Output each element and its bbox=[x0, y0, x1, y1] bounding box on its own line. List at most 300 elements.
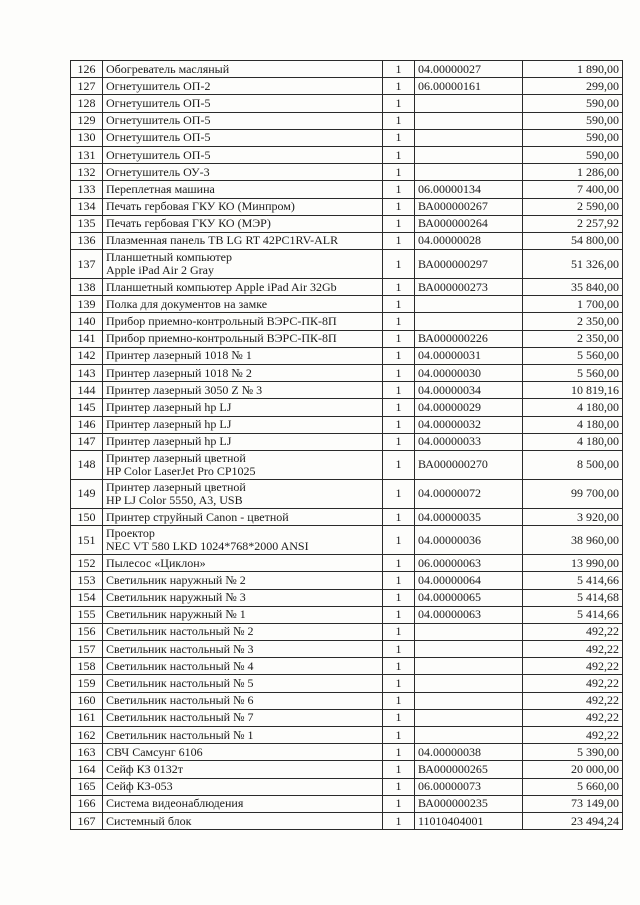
item-price: 4 180,00 bbox=[523, 433, 623, 450]
item-price: 299,00 bbox=[523, 78, 623, 95]
item-quantity: 1 bbox=[383, 778, 415, 795]
item-quantity: 1 bbox=[383, 479, 415, 508]
inventory-code: 04.00000065 bbox=[415, 589, 523, 606]
inventory-code: 04.00000030 bbox=[415, 365, 523, 382]
row-number: 142 bbox=[71, 347, 103, 364]
inventory-code bbox=[415, 146, 523, 163]
item-quantity: 1 bbox=[383, 508, 415, 525]
inventory-code: ВА000000267 bbox=[415, 198, 523, 215]
item-quantity: 1 bbox=[383, 526, 415, 555]
item-name-line: Системный блок bbox=[106, 813, 192, 828]
table-row bbox=[71, 727, 623, 744]
inventory-code: 06.00000161 bbox=[415, 78, 523, 95]
item-name-line: Прибор приемно-контрольный ВЭРС-ПК-8П bbox=[106, 314, 337, 329]
table-row bbox=[71, 433, 623, 450]
row-number: 134 bbox=[71, 198, 103, 215]
inventory-code: ВА000000235 bbox=[415, 795, 523, 812]
row-number: 158 bbox=[71, 658, 103, 675]
row-number: 146 bbox=[71, 416, 103, 433]
item-price: 10 819,16 bbox=[523, 382, 623, 399]
item-price: 38 960,00 bbox=[523, 526, 623, 555]
item-quantity: 1 bbox=[383, 78, 415, 95]
item-name bbox=[103, 479, 383, 508]
inventory-code: ВА000000297 bbox=[415, 250, 523, 279]
table-row bbox=[71, 250, 623, 279]
table-row bbox=[71, 198, 623, 215]
item-quantity: 1 bbox=[383, 313, 415, 330]
item-quantity: 1 bbox=[383, 95, 415, 112]
item-quantity: 1 bbox=[383, 215, 415, 232]
item-quantity: 1 bbox=[383, 347, 415, 364]
inventory-code bbox=[415, 658, 523, 675]
row-number: 147 bbox=[71, 433, 103, 450]
item-price: 1 700,00 bbox=[523, 296, 623, 313]
item-name-line: Apple iPad Air 2 Gray bbox=[106, 263, 214, 278]
table-row bbox=[71, 112, 623, 129]
item-quantity: 1 bbox=[383, 450, 415, 479]
table-row bbox=[71, 164, 623, 181]
row-number: 130 bbox=[71, 129, 103, 146]
item-name bbox=[103, 526, 383, 555]
item-name-line: HP Color LaserJet Pro CP1025 bbox=[106, 463, 256, 478]
item-quantity: 1 bbox=[383, 812, 415, 829]
item-price: 492,22 bbox=[523, 641, 623, 658]
item-quantity: 1 bbox=[383, 129, 415, 146]
table-row bbox=[71, 744, 623, 761]
table-row bbox=[71, 709, 623, 726]
item-name bbox=[103, 347, 383, 364]
item-quantity: 1 bbox=[383, 250, 415, 279]
inventory-code: 06.00000063 bbox=[415, 555, 523, 572]
item-name bbox=[103, 232, 383, 249]
item-quantity: 1 bbox=[383, 61, 415, 78]
item-price: 590,00 bbox=[523, 112, 623, 129]
item-quantity: 1 bbox=[383, 232, 415, 249]
item-name bbox=[103, 727, 383, 744]
item-quantity: 1 bbox=[383, 692, 415, 709]
item-name bbox=[103, 709, 383, 726]
row-number: 159 bbox=[71, 675, 103, 692]
item-price: 492,22 bbox=[523, 692, 623, 709]
table-row bbox=[71, 95, 623, 112]
table-row bbox=[71, 812, 623, 829]
item-price: 54 800,00 bbox=[523, 232, 623, 249]
item-quantity: 1 bbox=[383, 330, 415, 347]
item-name-line: Светильник настольный № 4 bbox=[106, 658, 254, 673]
row-number: 129 bbox=[71, 112, 103, 129]
item-name-line: Светильник настольный № 7 bbox=[106, 710, 254, 725]
inventory-code: 04.00000036 bbox=[415, 526, 523, 555]
item-name bbox=[103, 330, 383, 347]
inventory-code: 11010404001 bbox=[415, 812, 523, 829]
inventory-code: 04.00000072 bbox=[415, 479, 523, 508]
table-row bbox=[71, 675, 623, 692]
table-row bbox=[71, 365, 623, 382]
item-name bbox=[103, 692, 383, 709]
inventory-code: ВА000000265 bbox=[415, 761, 523, 778]
table-row bbox=[71, 641, 623, 658]
item-name bbox=[103, 641, 383, 658]
item-name-line: Светильник настольный № 6 bbox=[106, 693, 254, 708]
table-row bbox=[71, 296, 623, 313]
row-number: 156 bbox=[71, 623, 103, 640]
item-price: 99 700,00 bbox=[523, 479, 623, 508]
row-number: 127 bbox=[71, 78, 103, 95]
item-name-line: Светильник настольный № 1 bbox=[106, 727, 254, 742]
item-name bbox=[103, 313, 383, 330]
item-price: 492,22 bbox=[523, 658, 623, 675]
item-name-line: Принтер струйный Canon - цветной bbox=[106, 509, 289, 524]
inventory-code: 04.00000033 bbox=[415, 433, 523, 450]
item-price: 2 350,00 bbox=[523, 313, 623, 330]
row-number: 157 bbox=[71, 641, 103, 658]
row-number: 126 bbox=[71, 61, 103, 78]
inventory-code: 04.00000027 bbox=[415, 61, 523, 78]
table-row bbox=[71, 129, 623, 146]
item-name-line: Огнетушитель ОП-5 bbox=[106, 130, 211, 145]
inventory-table bbox=[70, 60, 623, 830]
row-number: 139 bbox=[71, 296, 103, 313]
table-row bbox=[71, 232, 623, 249]
item-price: 4 180,00 bbox=[523, 416, 623, 433]
item-name-line: Прибор приемно-контрольный ВЭРС-ПК-8П bbox=[106, 331, 337, 346]
row-number: 138 bbox=[71, 279, 103, 296]
table-row bbox=[71, 658, 623, 675]
item-name-line: Обогреватель масляный bbox=[106, 61, 230, 76]
row-number: 160 bbox=[71, 692, 103, 709]
item-name bbox=[103, 279, 383, 296]
item-quantity: 1 bbox=[383, 761, 415, 778]
row-number: 144 bbox=[71, 382, 103, 399]
table-row bbox=[71, 508, 623, 525]
row-number: 151 bbox=[71, 526, 103, 555]
table-row bbox=[71, 778, 623, 795]
row-number: 148 bbox=[71, 450, 103, 479]
item-price: 5 414,66 bbox=[523, 606, 623, 623]
item-name bbox=[103, 675, 383, 692]
inventory-code: 06.00000134 bbox=[415, 181, 523, 198]
item-price: 13 990,00 bbox=[523, 555, 623, 572]
table-row bbox=[71, 313, 623, 330]
inventory-code: 04.00000028 bbox=[415, 232, 523, 249]
row-number: 136 bbox=[71, 232, 103, 249]
row-number: 149 bbox=[71, 479, 103, 508]
row-number: 152 bbox=[71, 555, 103, 572]
item-quantity: 1 bbox=[383, 112, 415, 129]
row-number: 162 bbox=[71, 727, 103, 744]
item-name-line: Пылесос «Циклон» bbox=[106, 555, 206, 570]
item-name bbox=[103, 623, 383, 640]
item-name-line: Планшетный компьютер Apple iPad Air 32Gb bbox=[106, 279, 337, 294]
table-row bbox=[71, 181, 623, 198]
item-name bbox=[103, 795, 383, 812]
inventory-code: 04.00000032 bbox=[415, 416, 523, 433]
table-row bbox=[71, 61, 623, 78]
table-row bbox=[71, 382, 623, 399]
item-price: 5 560,00 bbox=[523, 365, 623, 382]
item-name bbox=[103, 250, 383, 279]
item-quantity: 1 bbox=[383, 181, 415, 198]
item-name-line: Огнетушитель ОП-5 bbox=[106, 113, 211, 128]
item-price: 2 350,00 bbox=[523, 330, 623, 347]
inventory-code: 04.00000064 bbox=[415, 572, 523, 589]
row-number: 145 bbox=[71, 399, 103, 416]
item-name bbox=[103, 778, 383, 795]
table-row bbox=[71, 330, 623, 347]
table-row bbox=[71, 623, 623, 640]
row-number: 131 bbox=[71, 146, 103, 163]
item-price: 1 286,00 bbox=[523, 164, 623, 181]
item-quantity: 1 bbox=[383, 198, 415, 215]
table-row bbox=[71, 279, 623, 296]
item-name bbox=[103, 450, 383, 479]
inventory-code: 04.00000063 bbox=[415, 606, 523, 623]
item-price: 5 414,66 bbox=[523, 572, 623, 589]
item-name-line: Принтер лазерный цветной bbox=[106, 479, 246, 494]
item-quantity: 1 bbox=[383, 416, 415, 433]
item-name bbox=[103, 215, 383, 232]
table-row bbox=[71, 146, 623, 163]
item-name-line: Сейф КЗ-053 bbox=[106, 779, 173, 794]
row-number: 128 bbox=[71, 95, 103, 112]
row-number: 155 bbox=[71, 606, 103, 623]
item-name-line: Огнетушитель ОП-5 bbox=[106, 147, 211, 162]
item-name bbox=[103, 78, 383, 95]
item-price: 5 414,68 bbox=[523, 589, 623, 606]
item-quantity: 1 bbox=[383, 146, 415, 163]
item-quantity: 1 bbox=[383, 795, 415, 812]
item-price: 492,22 bbox=[523, 675, 623, 692]
item-name-line: Светильник настольный № 2 bbox=[106, 624, 254, 639]
item-name bbox=[103, 296, 383, 313]
item-price: 590,00 bbox=[523, 129, 623, 146]
item-name bbox=[103, 181, 383, 198]
table-row bbox=[71, 761, 623, 778]
item-quantity: 1 bbox=[383, 365, 415, 382]
item-price: 492,22 bbox=[523, 727, 623, 744]
item-price: 492,22 bbox=[523, 709, 623, 726]
item-quantity: 1 bbox=[383, 675, 415, 692]
table-row bbox=[71, 572, 623, 589]
row-number: 135 bbox=[71, 215, 103, 232]
table-row bbox=[71, 606, 623, 623]
row-number: 150 bbox=[71, 508, 103, 525]
item-name-line: Принтер лазерный hp LJ bbox=[106, 417, 232, 432]
inventory-code bbox=[415, 129, 523, 146]
item-price: 3 920,00 bbox=[523, 508, 623, 525]
table-row bbox=[71, 692, 623, 709]
item-name-line: Переплетная машина bbox=[106, 181, 215, 196]
item-name bbox=[103, 365, 383, 382]
inventory-code bbox=[415, 95, 523, 112]
item-price: 5 560,00 bbox=[523, 347, 623, 364]
item-price: 5 390,00 bbox=[523, 744, 623, 761]
item-name bbox=[103, 812, 383, 829]
item-price: 5 660,00 bbox=[523, 778, 623, 795]
item-price: 4 180,00 bbox=[523, 399, 623, 416]
inventory-code bbox=[415, 641, 523, 658]
row-number: 137 bbox=[71, 250, 103, 279]
item-name-line: Принтер лазерный hp LJ bbox=[106, 399, 232, 414]
inventory-code: 04.00000035 bbox=[415, 508, 523, 525]
item-name bbox=[103, 129, 383, 146]
item-quantity: 1 bbox=[383, 623, 415, 640]
item-name-line: Светильник наружный № 3 bbox=[106, 590, 246, 605]
item-quantity: 1 bbox=[383, 279, 415, 296]
item-price: 20 000,00 bbox=[523, 761, 623, 778]
item-quantity: 1 bbox=[383, 744, 415, 761]
item-price: 1 890,00 bbox=[523, 61, 623, 78]
item-name bbox=[103, 658, 383, 675]
table-row bbox=[71, 526, 623, 555]
item-name-line: Полка для документов на замке bbox=[106, 296, 268, 311]
item-name-line: NEC VT 580 LKD 1024*768*2000 ANSI bbox=[106, 539, 309, 554]
item-quantity: 1 bbox=[383, 296, 415, 313]
item-quantity: 1 bbox=[383, 641, 415, 658]
item-quantity: 1 bbox=[383, 382, 415, 399]
item-name-line: Планшетный компьютер bbox=[106, 250, 232, 265]
item-name-line: Светильник настольный № 3 bbox=[106, 641, 254, 656]
item-name bbox=[103, 61, 383, 78]
item-name-line: Огнетушитель ОП-5 bbox=[106, 95, 211, 110]
item-name-line: Плазменная панель ТВ LG RT 42PC1RV-ALR bbox=[106, 233, 339, 248]
row-number: 161 bbox=[71, 709, 103, 726]
item-name-line: HP LJ Color 5550, A3, USB bbox=[106, 492, 243, 507]
inventory-code: 04.00000034 bbox=[415, 382, 523, 399]
row-number: 140 bbox=[71, 313, 103, 330]
inventory-code bbox=[415, 675, 523, 692]
inventory-code: 06.00000073 bbox=[415, 778, 523, 795]
item-name bbox=[103, 146, 383, 163]
row-number: 153 bbox=[71, 572, 103, 589]
row-number: 141 bbox=[71, 330, 103, 347]
item-price: 2 590,00 bbox=[523, 198, 623, 215]
item-name-line: Светильник наружный № 1 bbox=[106, 607, 246, 622]
item-name-line: Принтер лазерный 3050 Z № 3 bbox=[106, 382, 263, 397]
item-name bbox=[103, 399, 383, 416]
item-name bbox=[103, 555, 383, 572]
item-price: 2 257,92 bbox=[523, 215, 623, 232]
row-number: 132 bbox=[71, 164, 103, 181]
item-name-line: Светильник наружный № 2 bbox=[106, 572, 246, 587]
item-quantity: 1 bbox=[383, 709, 415, 726]
item-quantity: 1 bbox=[383, 433, 415, 450]
inventory-code bbox=[415, 112, 523, 129]
inventory-code: 04.00000038 bbox=[415, 744, 523, 761]
inventory-code bbox=[415, 727, 523, 744]
inventory-code bbox=[415, 296, 523, 313]
row-number: 163 bbox=[71, 744, 103, 761]
table-row bbox=[71, 795, 623, 812]
item-name-line: Сейф КЗ 0132т bbox=[106, 761, 183, 776]
table-row bbox=[71, 589, 623, 606]
inventory-code bbox=[415, 709, 523, 726]
item-name bbox=[103, 164, 383, 181]
item-name-line: Огнетушитель ОУ-3 bbox=[106, 164, 210, 179]
item-name-line: Система видеонаблюдения bbox=[106, 796, 244, 811]
table-row bbox=[71, 78, 623, 95]
table-row bbox=[71, 347, 623, 364]
table-row bbox=[71, 215, 623, 232]
row-number: 154 bbox=[71, 589, 103, 606]
item-name bbox=[103, 112, 383, 129]
item-name-line: Принтер лазерный цветной bbox=[106, 450, 246, 465]
table-row bbox=[71, 450, 623, 479]
item-quantity: 1 bbox=[383, 555, 415, 572]
item-price: 35 840,00 bbox=[523, 279, 623, 296]
inventory-code: ВА000000264 bbox=[415, 215, 523, 232]
table-row bbox=[71, 555, 623, 572]
item-price: 590,00 bbox=[523, 95, 623, 112]
item-name bbox=[103, 95, 383, 112]
item-name-line: Светильник настольный № 5 bbox=[106, 676, 254, 691]
inventory-table-body bbox=[71, 61, 623, 830]
item-name bbox=[103, 606, 383, 623]
row-number: 167 bbox=[71, 812, 103, 829]
table-row bbox=[71, 399, 623, 416]
row-number: 143 bbox=[71, 365, 103, 382]
inventory-code: 04.00000031 bbox=[415, 347, 523, 364]
item-name-line: Принтер лазерный 1018 № 1 bbox=[106, 348, 252, 363]
item-name bbox=[103, 744, 383, 761]
inventory-code bbox=[415, 692, 523, 709]
item-price: 7 400,00 bbox=[523, 181, 623, 198]
item-name-line: Огнетушитель ОП-2 bbox=[106, 78, 211, 93]
item-quantity: 1 bbox=[383, 572, 415, 589]
item-name-line: Принтер лазерный 1018 № 2 bbox=[106, 365, 252, 380]
item-name-line: Печать гербовая ГКУ КО (МЭР) bbox=[106, 216, 271, 231]
item-price: 23 494,24 bbox=[523, 812, 623, 829]
item-price: 51 326,00 bbox=[523, 250, 623, 279]
item-name bbox=[103, 198, 383, 215]
item-quantity: 1 bbox=[383, 589, 415, 606]
row-number: 164 bbox=[71, 761, 103, 778]
item-name-line: Печать гербовая ГКУ КО (Минпром) bbox=[106, 199, 295, 214]
inventory-code bbox=[415, 313, 523, 330]
table-row bbox=[71, 416, 623, 433]
item-name bbox=[103, 589, 383, 606]
row-number: 165 bbox=[71, 778, 103, 795]
item-name-line: Проектор bbox=[106, 526, 155, 541]
item-name bbox=[103, 508, 383, 525]
item-name-line: СВЧ Самсунг 6106 bbox=[106, 744, 203, 759]
item-quantity: 1 bbox=[383, 658, 415, 675]
inventory-code bbox=[415, 623, 523, 640]
item-name-line: Принтер лазерный hp LJ bbox=[106, 434, 232, 449]
inventory-code: ВА000000226 bbox=[415, 330, 523, 347]
item-price: 590,00 bbox=[523, 146, 623, 163]
item-price: 73 149,00 bbox=[523, 795, 623, 812]
item-quantity: 1 bbox=[383, 606, 415, 623]
inventory-code: 04.00000029 bbox=[415, 399, 523, 416]
inventory-code bbox=[415, 164, 523, 181]
item-quantity: 1 bbox=[383, 727, 415, 744]
item-quantity: 1 bbox=[383, 399, 415, 416]
item-price: 8 500,00 bbox=[523, 450, 623, 479]
inventory-code: ВА000000273 bbox=[415, 279, 523, 296]
inventory-code: ВА000000270 bbox=[415, 450, 523, 479]
item-quantity: 1 bbox=[383, 164, 415, 181]
item-name bbox=[103, 382, 383, 399]
item-name bbox=[103, 572, 383, 589]
item-name bbox=[103, 416, 383, 433]
item-price: 492,22 bbox=[523, 623, 623, 640]
table-row bbox=[71, 479, 623, 508]
row-number: 166 bbox=[71, 795, 103, 812]
row-number: 133 bbox=[71, 181, 103, 198]
item-name bbox=[103, 761, 383, 778]
item-name bbox=[103, 433, 383, 450]
